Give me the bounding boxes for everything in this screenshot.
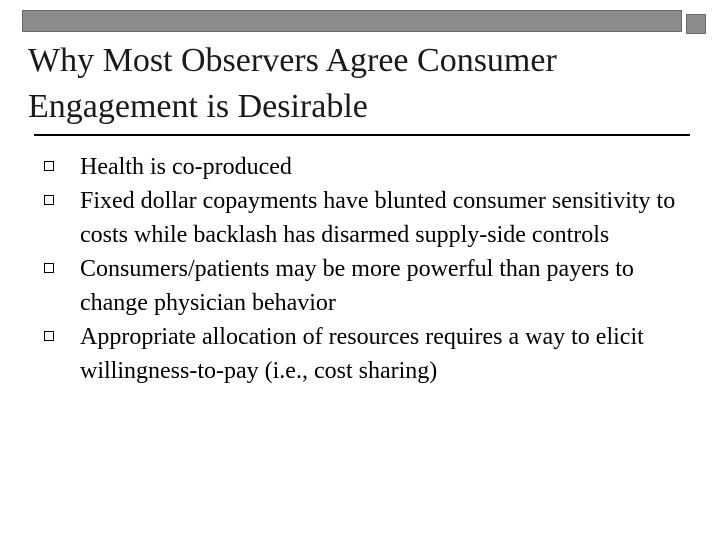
bullet-item [0,252,680,320]
bullet-list [0,150,720,388]
bullet-item [0,320,680,388]
header-decoration-bar [22,10,682,32]
bullet-text: Health is co-produced [80,154,292,180]
slide-title [28,38,688,130]
hollow-square-icon [44,161,54,171]
slide-title-line-2: Engagement is Desirable [28,88,368,125]
title-divider [34,134,690,136]
bullet-item [0,150,680,184]
hollow-square-icon [44,331,54,341]
slide-title-line-1: Why Most Observers Agree Consumer [28,42,557,79]
bullet-text: Appropriate allocation of resources requires a way to elicit willingness-to-pay (i.e., cost sharing) [80,324,644,384]
bullet-item [0,184,680,252]
hollow-square-icon [44,263,54,273]
bullet-text: Consumers/patients may be more powerful than payers to change physician behavior [80,256,634,316]
corner-decoration-square [686,14,706,34]
bullet-text: Fixed dollar copayments have blunted consumer sensitivity to costs while backlash has disarmed supply-side controls [80,188,676,248]
hollow-square-icon [44,195,54,205]
